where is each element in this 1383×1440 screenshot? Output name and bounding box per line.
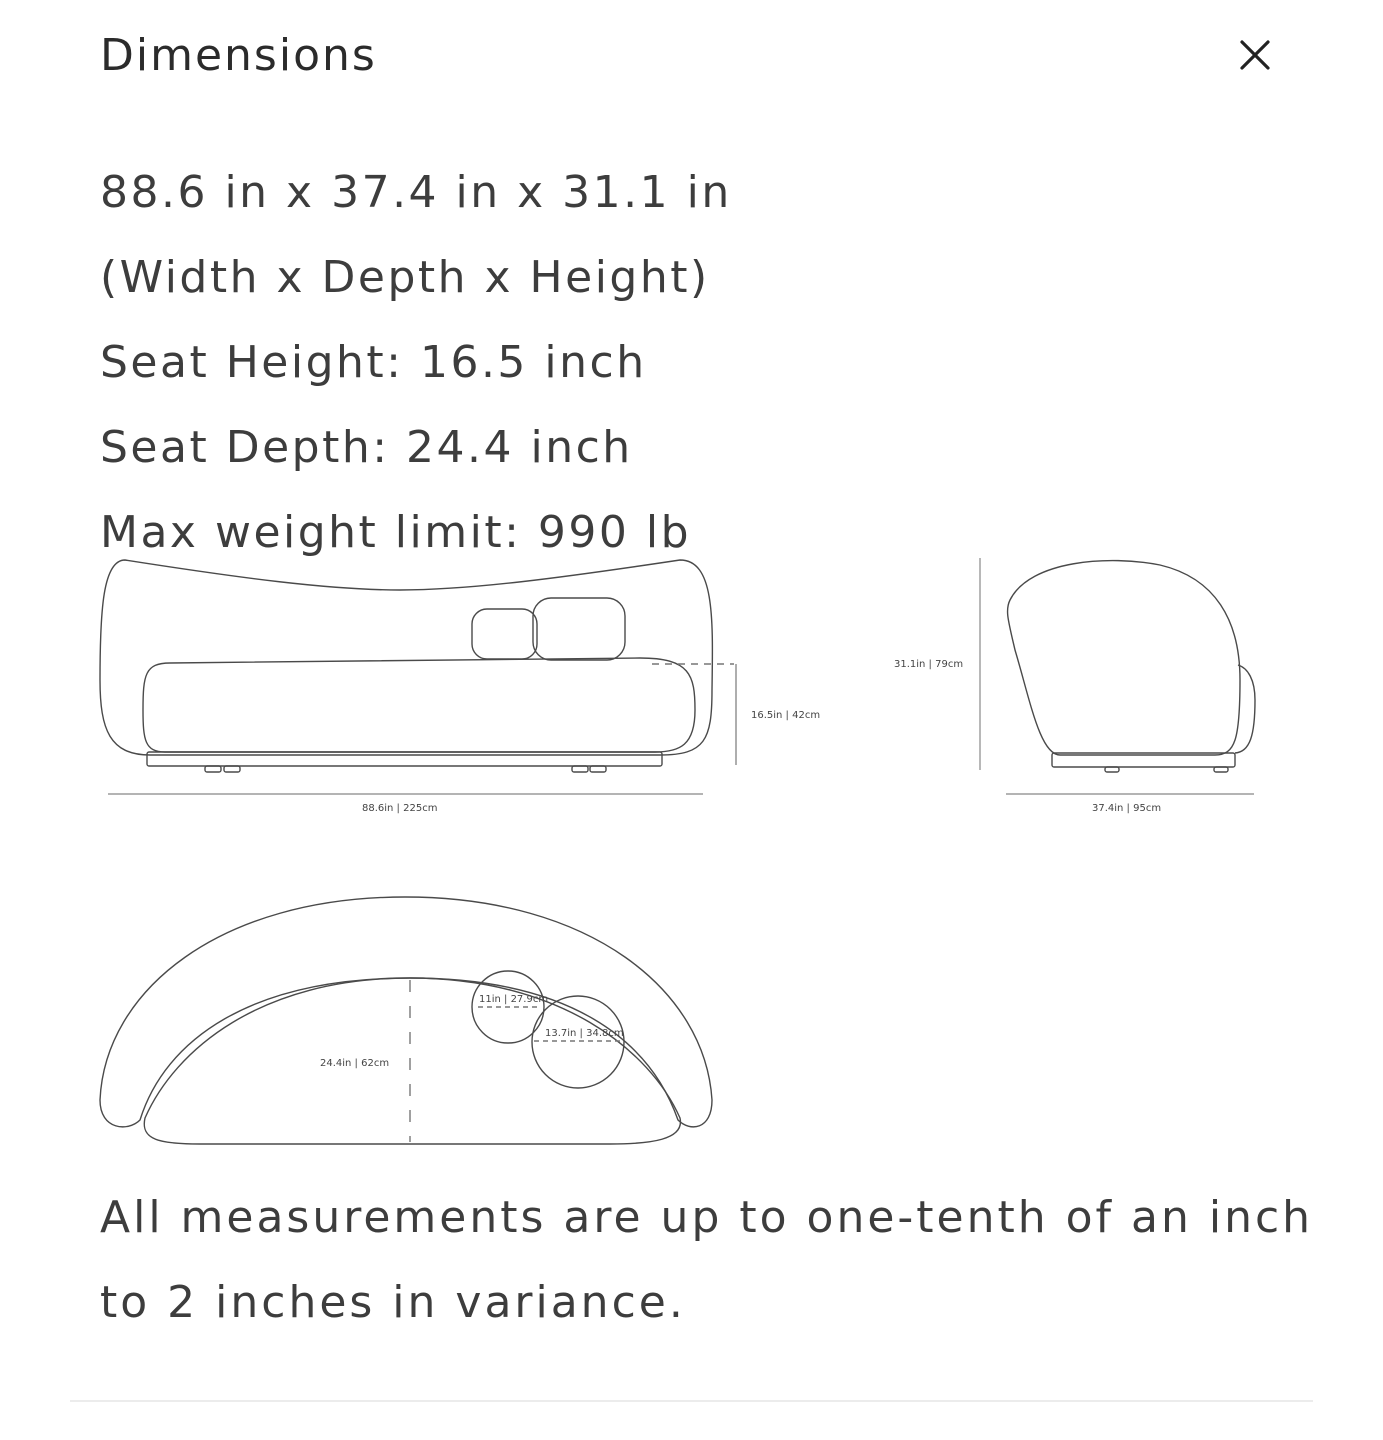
sofa-dimension-drawing [0, 548, 1383, 1158]
side-depth-label: 37.4in | 95cm [1092, 803, 1162, 814]
spec-seat-height: Seat Height: 16.5 inch [100, 337, 647, 388]
spec-max-weight: Max weight limit: 990 lb [100, 507, 692, 558]
variance-note: All measurements are up to one-tenth of an inch to 2 inches in variance. [100, 1192, 1314, 1328]
close-button[interactable] [1232, 32, 1278, 78]
dialog-title: Dimensions [100, 30, 377, 81]
sofa-top-view [100, 897, 712, 1144]
small-pillow-label: 11in | 27.9cm [479, 994, 549, 1005]
bottom-divider [70, 1400, 1313, 1402]
spec-axes-note: (Width x Depth x Height) [100, 252, 710, 303]
top-depth-label: 24.4in | 62cm [320, 1058, 390, 1069]
spec-overall-dimensions: 88.6 in x 37.4 in x 31.1 in [100, 167, 732, 218]
spec-seat-depth: Seat Depth: 24.4 inch [100, 422, 633, 473]
sofa-side-view [1008, 561, 1255, 772]
large-pillow-label: 13.7in | 34.8cm [545, 1028, 624, 1039]
side-height-label: 31.1in | 79cm [894, 659, 964, 670]
front-width-label: 88.6in | 225cm [362, 803, 438, 814]
close-icon [1232, 32, 1278, 78]
sofa-front-view [100, 560, 712, 772]
specs-list [100, 150, 732, 575]
front-seat-height-label: 16.5in | 42cm [751, 710, 821, 721]
